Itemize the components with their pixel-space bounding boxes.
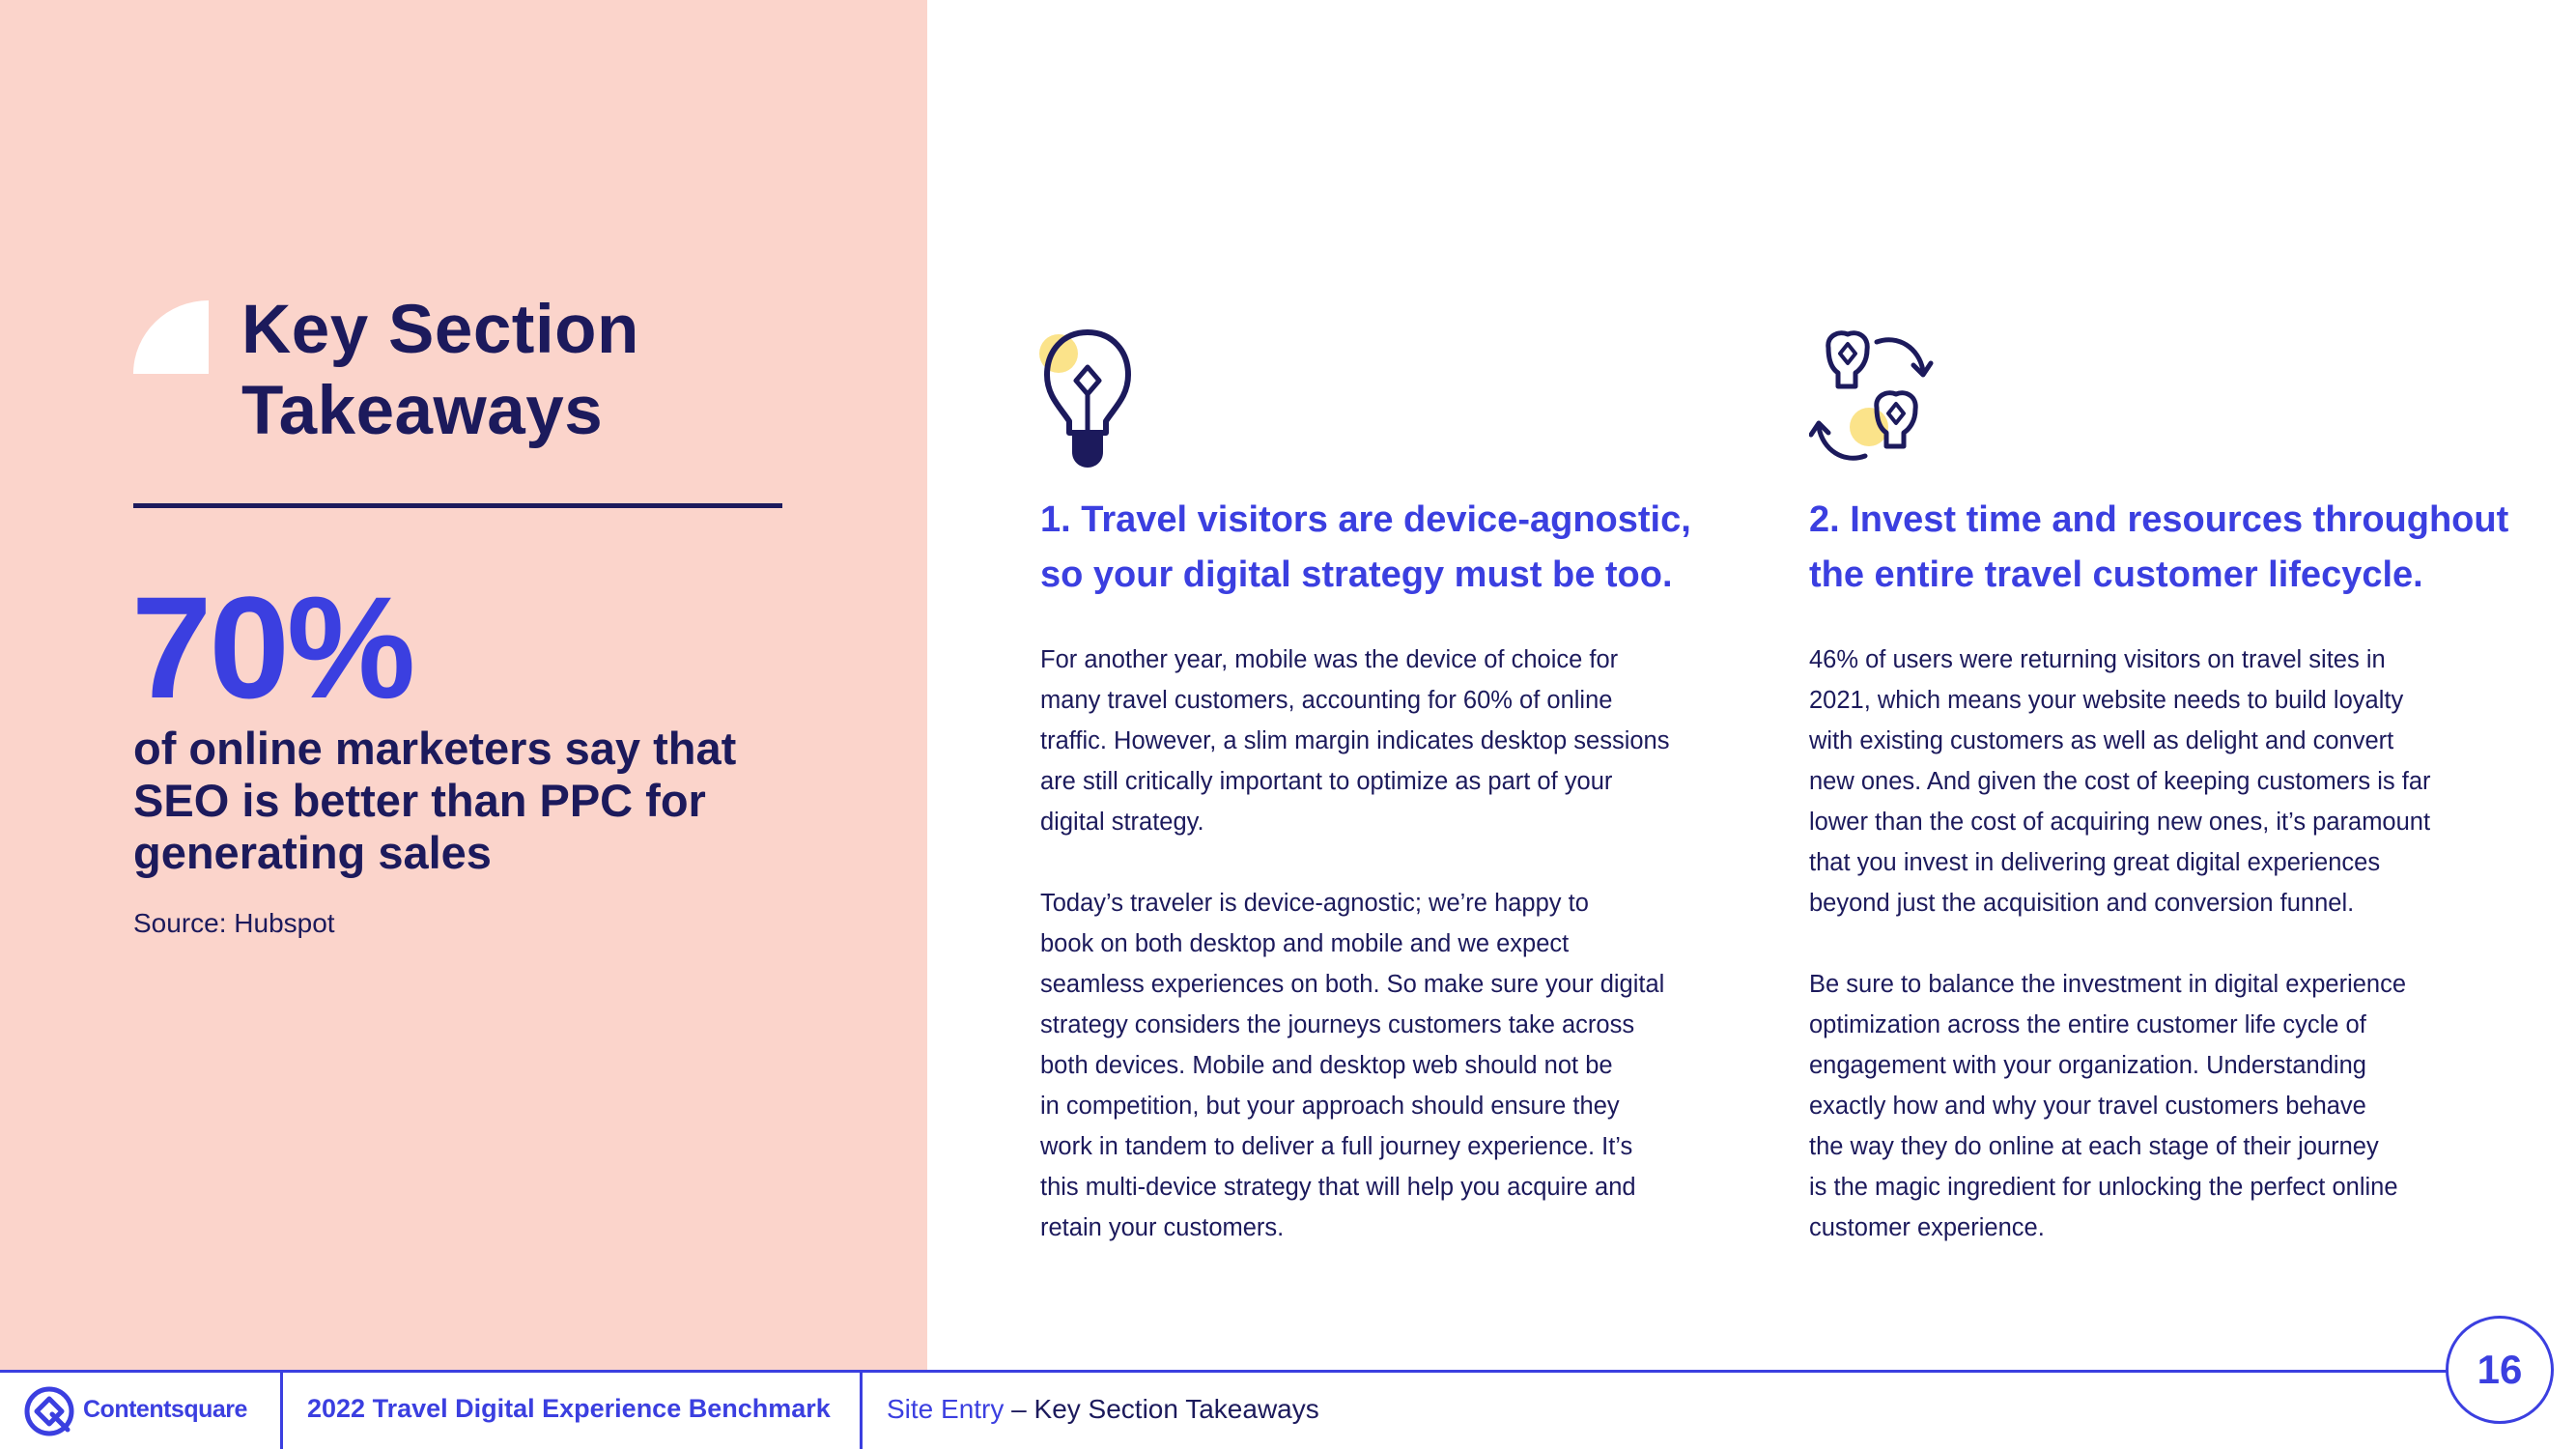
- contentsquare-logo-icon: [23, 1385, 75, 1437]
- page-title-line: Key Section: [241, 292, 639, 368]
- report-title: 2022 Travel Digital Experience Benchmark: [307, 1394, 831, 1423]
- takeaway-heading: [1040, 493, 1774, 603]
- takeaway-heading-line: 1. Travel visitors are device-agnostic,: [1040, 499, 1691, 540]
- customer-lifecycle-icon: [1809, 328, 1935, 469]
- footer-separator: [860, 1370, 863, 1449]
- body-line: beyond just the acquisition and conversion funnel.: [1809, 890, 2355, 917]
- stat-description-line: generating sales: [133, 827, 492, 878]
- stat-source: Source: Hubspot: [133, 908, 335, 938]
- page-title-line: Takeaways: [241, 373, 604, 449]
- quarter-circle-icon: [133, 300, 209, 374]
- body-line: For another year, mobile was the device of choice for: [1040, 646, 1619, 673]
- body-line: both devices. Mobile and desktop web should not be: [1040, 1052, 1613, 1079]
- body-line: book on both desktop and mobile and we expect: [1040, 930, 1570, 957]
- body-line: strategy considers the journeys customers take across: [1040, 1011, 1635, 1038]
- breadcrumb-page: Key Section Takeaways: [1033, 1394, 1319, 1424]
- body-paragraph: [1040, 883, 1736, 1248]
- breadcrumb: [887, 1394, 1319, 1425]
- body-line: retain your customers.: [1040, 1214, 1285, 1241]
- body-line: new ones. And given the cost of keeping customers is far: [1809, 768, 2431, 795]
- takeaway-body: [1040, 639, 1736, 1289]
- lightbulb-icon: [1037, 327, 1139, 471]
- body-line: the way they do online at each stage of their journey: [1809, 1133, 2379, 1160]
- body-line: seamless experiences on both. So make sure your digital: [1040, 971, 1665, 998]
- stat-description-line: SEO is better than PPC for: [133, 775, 706, 826]
- breadcrumb-section[interactable]: Site Entry: [887, 1394, 1005, 1424]
- stat-description-line: of online marketers say that: [133, 723, 737, 774]
- page-title: [241, 290, 639, 452]
- footer-separator: [280, 1370, 283, 1449]
- body-line: customer experience.: [1809, 1214, 2045, 1241]
- body-line: this multi-device strategy that will help you acquire and: [1040, 1174, 1636, 1201]
- takeaways-sidebar: [0, 0, 927, 1370]
- body-line: 46% of users were returning visitors on travel sites in: [1809, 646, 2386, 673]
- body-line: with existing customers as well as delight and convert: [1809, 727, 2394, 754]
- page-number-badge: [2446, 1316, 2554, 1424]
- body-line: lower than the cost of acquiring new ones, it’s paramount: [1809, 809, 2431, 836]
- takeaway-heading-line: the entire travel customer lifecycle.: [1809, 554, 2423, 595]
- body-line: digital strategy.: [1040, 809, 1204, 836]
- body-line: many travel customers, accounting for 60% of online: [1040, 687, 1613, 714]
- body-line: in competition, but your approach should ensure they: [1040, 1093, 1620, 1120]
- body-line: optimization across the entire customer life cycle of: [1809, 1011, 2366, 1038]
- body-line: Be sure to balance the investment in digital experience: [1809, 971, 2407, 998]
- page-number: 16: [2477, 1347, 2523, 1392]
- body-line: work in tandem to deliver a full journey experience. It’s: [1040, 1133, 1633, 1160]
- body-line: engagement with your organization. Understanding: [1809, 1052, 2366, 1079]
- stat-value: 70%: [131, 566, 413, 728]
- takeaway-heading-line: 2. Invest time and resources throughout: [1809, 499, 2509, 540]
- body-line: that you invest in delivering great digital experiences: [1809, 849, 2381, 876]
- takeaway-body: [1809, 639, 2505, 1289]
- body-line: traffic. However, a slim margin indicates desktop sessions: [1040, 727, 1670, 754]
- title-divider: [133, 503, 782, 508]
- stat-description: [133, 723, 809, 879]
- brand-name: Contentsquare: [83, 1396, 247, 1423]
- body-line: 2021, which means your website needs to build loyalty: [1809, 687, 2404, 714]
- breadcrumb-separator: –: [1004, 1394, 1034, 1424]
- body-line: Today’s traveler is device-agnostic; we’re happy to: [1040, 890, 1589, 917]
- body-line: are still critically important to optimize as part of your: [1040, 768, 1613, 795]
- body-paragraph: [1040, 639, 1736, 842]
- footer-divider: [0, 1370, 2453, 1373]
- body-line: is the magic ingredient for unlocking the perfect online: [1809, 1174, 2398, 1201]
- body-paragraph: [1809, 639, 2505, 923]
- body-line: exactly how and why your travel customers behave: [1809, 1093, 2366, 1120]
- takeaway-heading-line: so your digital strategy must be too.: [1040, 554, 1673, 595]
- takeaway-heading: [1809, 493, 2543, 603]
- body-paragraph: [1809, 964, 2505, 1248]
